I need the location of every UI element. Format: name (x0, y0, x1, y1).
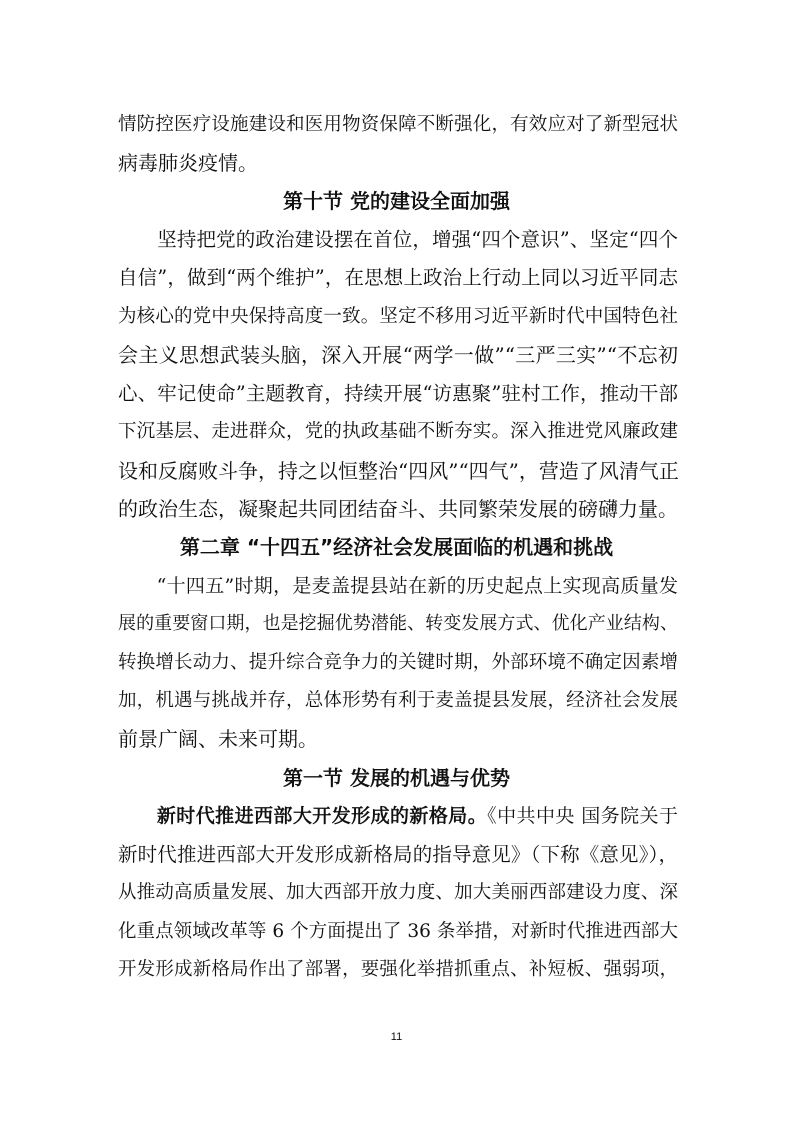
body-text-line: “十四五”时期，是麦盖提县站在新的历史起点上实现高质量发 (118, 575, 678, 597)
body-text-line: 的政治生态，凝聚起共同团结奋斗、共同繁荣发展的磅礴力量。 (118, 497, 678, 521)
body-text-line: 化重点领域改革等 6 个方面提出了 36 条举措，对新时代推进西部大 (118, 921, 678, 942)
body-text-line: 情防控医疗设施建设和医用物资保障不断强化，有效应对了新型冠状 (118, 114, 678, 135)
body-text-line: 心、牢记使命”主题教育，持续开展“访惠聚”驻村工作，推动干部 (118, 382, 678, 405)
body-text-line: 设和反腐败斗争，持之以恒整治“四风”“四气”，营造了风清气正 (118, 459, 679, 483)
body-text-line: 加，机遇与挑战并存，总体形势有利于麦盖提县发展，经济社会发展 (118, 690, 678, 711)
body-text-line: 从推动高质量发展、加大西部开放力度、加大美丽西部建设力度、深 (118, 882, 678, 903)
body-text-line: 会主义思想武装头脑，深入开展“两学一做”“三严三实”“不忘初 (118, 343, 678, 367)
body-text-line: 前景广阔、未来可期。 (118, 727, 318, 751)
section-heading: 第一节 发展的机遇与优势 (283, 766, 510, 790)
section-heading: 第十节 党的建设全面加强 (283, 189, 510, 213)
body-text-line (118, 803, 678, 829)
body-text-line: 病毒肺炎疫情。 (118, 151, 258, 175)
body-text-line: 展的重要窗口期，也是挖掘优势潜能、转变发展方式、优化产业结构、 (118, 613, 678, 634)
lead-text-rest: 《中共中央 国务院关于 (487, 805, 678, 827)
page-number: 11 (390, 1031, 403, 1043)
bold-lead-text: 新时代推进西部大开发形成的新格局。 (118, 805, 488, 827)
chapter-heading: 第二章 “十四五”经济社会发展面临的机遇和挑战 (179, 535, 614, 559)
body-text-line: 新时代推进西部大开发形成新格局的指导意见》（下称《意见》）， (118, 843, 678, 866)
body-text-line: 自信”，做到“两个维护”，在思想上政治上行动上同以习近平同志 (118, 266, 678, 289)
body-text-line: 为核心的党中央保持高度一致。坚定不移用习近平新时代中国特色社 (118, 306, 678, 327)
body-text-line: 转换增长动力、提升综合竞争力的关键时期，外部环境不确定因素增 (118, 652, 678, 673)
body-text-line: 开发形成新格局作出了部署，要强化举措抓重点、补短板、强弱项， (118, 959, 678, 980)
body-text-line: 坚持把党的政治建设摆在首位，增强“四个意识”、坚定“四个 (118, 228, 678, 251)
body-text-line: 下沉基层、走进群众，党的执政基础不断夯实。深入推进党风廉政建 (118, 421, 678, 442)
